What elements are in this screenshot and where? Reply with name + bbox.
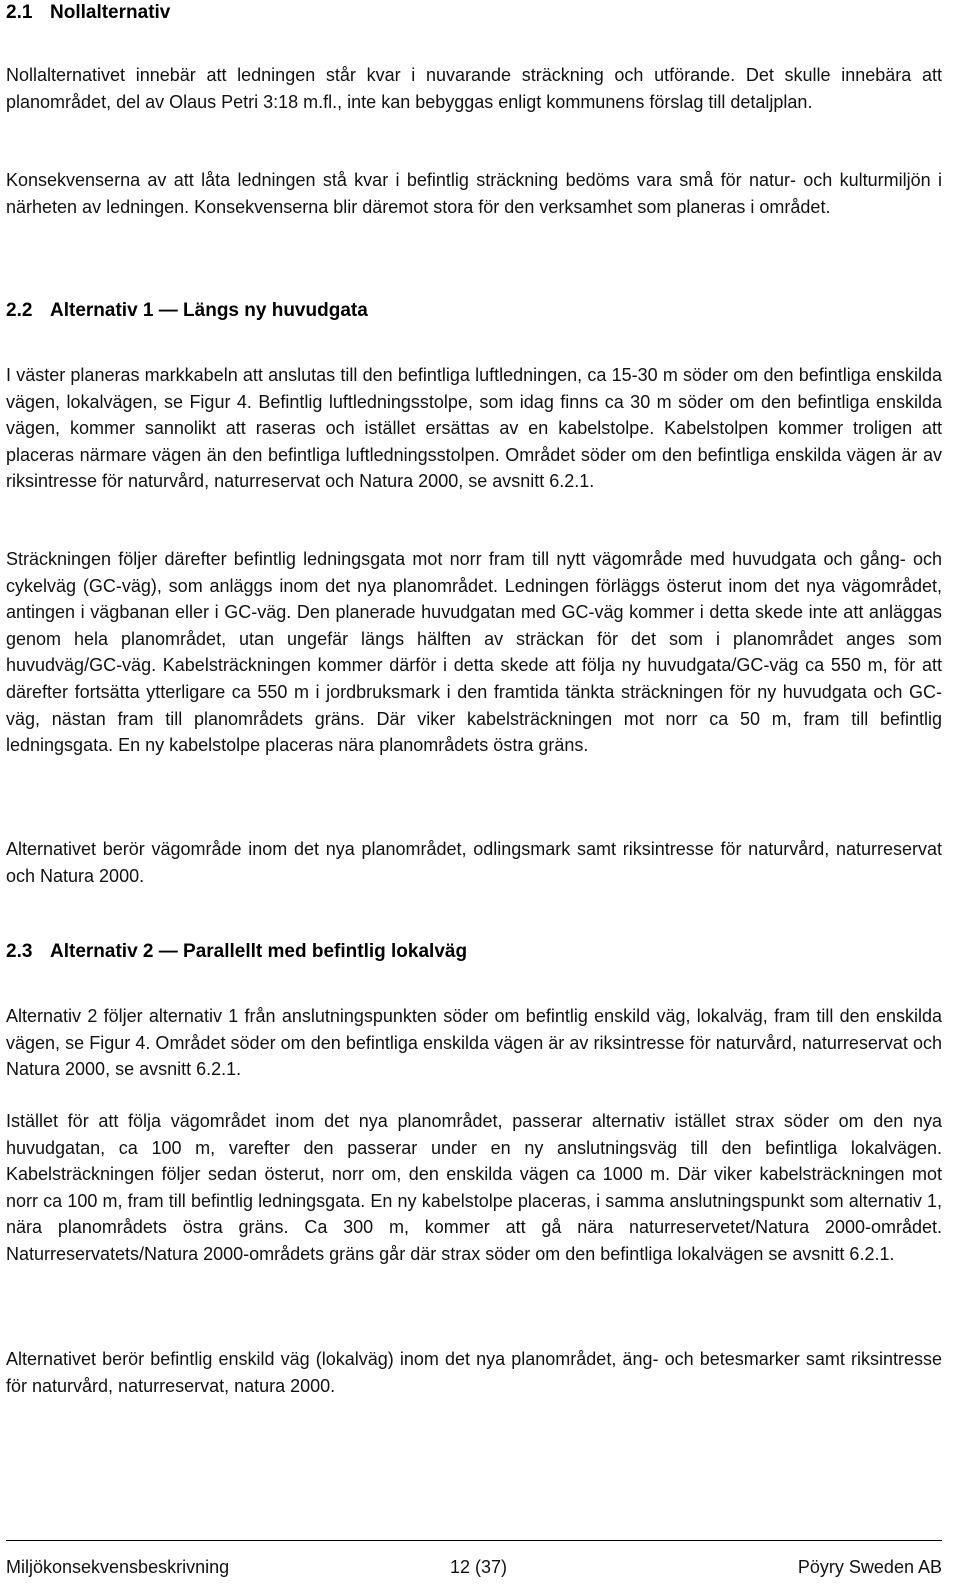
paragraph: Alternativ 2 följer alternativ 1 från anslutningspunkten söder om befintlig enskild väg, lokalväg, fram till den enskilda vägen, se Figur 4. Området söder om den befintliga enskilda vägen är av riksintresse för naturvård, naturreservat och Natura 2000, se avsnitt 6.2.1. (6, 1006, 942, 1080)
paragraph: Alternativet berör befintlig enskild väg (lokalväg) inom det nya planområdet, äng- och betesmarker samt riksintresse för naturvård, naturreservat, natura 2000. (6, 1349, 942, 1396)
section-title: Alternativ 1 — Längs ny huvudgata (50, 300, 368, 321)
paragraph: Nollalternativet innebär att ledningen står kvar i nuvarande sträckning och utförande. Det skulle innebära att planområdet, del av Olaus Petri 3:18 m.fl., inte kan bebyggas enligt kommunens förslag till detaljplan. (6, 65, 942, 112)
paragraph: Sträckningen följer därefter befintlig ledningsgata mot norr fram till nytt vägområde med huvudgata och gång- och cykelväg (GC-väg), som anläggs inom det nya planområdet. Ledningen förläggs österut inom det nya vägområdet, antingen i vägbanan eller i GC-väg. Den planerade huvudgatan med GC-väg kommer i detta skede inte att anläggas genom hela planområdet, utan ungefär längs hälften av sträckan för det som i planområdet anges som huvudväg/GC-väg. Kabelsträckningen kommer därför i detta skede att följa ny huvudgata/GC-väg ca 550 m, för att därefter fortsätta ytterligare ca 550 m i jordbruksmark i den framtida tänkta sträckningen för ny huvudgata och GC-väg, nästan fram till planområdets gräns. Där viker kabelsträckningen mot norr ca 50 m, fram till befintlig ledningsgata. En ny kabelstolpe placeras nära planområdets östra gräns. (6, 549, 942, 756)
section-title: Alternativ 2 — Parallellt med befintlig lokalväg (50, 941, 468, 962)
footer-page-number: 12 (37) (450, 1557, 508, 1577)
footer-divider (6, 1540, 942, 1541)
page-footer (6, 1540, 942, 1593)
footer-company: Pöyry Sweden AB (797, 1557, 942, 1577)
paragraph: I väster planeras markkabeln att anslutas till den befintliga luftledningen, ca 15-30 m söder om den befintliga enskilda vägen, lokalvägen, se Figur 4. Befintlig luftledningsstolpe, som idag finns ca 30 m söder om den befintliga enskilda vägen, kommer sannolikt att raseras och istället ersättas av en kabelstolpe. Kabelstolpen kommer troligen att placeras närmare vägen än den befintliga luftledningsstolpen. Området söder om den befintliga enskilda vägen är av riksintresse för naturvård, naturreservat och Natura 2000, se avsnitt 6.2.1. (6, 365, 942, 492)
section-number: 2.3 (6, 941, 33, 962)
paragraph: Alternativet berör vägområde inom det nya planområdet, odlingsmark samt riksintresse för naturvård, naturreservat och Natura 2000. (6, 839, 942, 886)
section-number: 2.1 (6, 2, 33, 23)
footer-document-title: Miljökonsekvensbeskrivning (6, 1557, 230, 1577)
section-heading-2-1 (6, 0, 942, 26)
section-heading-2-3 (6, 939, 942, 965)
section-title: Nollalternativ (50, 2, 171, 23)
paragraph: Istället för att följa vägområdet inom det nya planområdet, passerar alternativ istället strax söder om den nya huvudgatan, ca 100 m, varefter den passerar under en ny anslutningsväg till den befintliga lokalvägen. Kabelsträckningen följer sedan österut, norr om, den enskilda vägen ca 1000 m. Där viker kabelsträckningen mot norr ca 100 m, fram till befintlig ledningsgata. En ny kabelstolpe placeras, i samma anslutningspunkt som alternativ 1, nära planområdets östra gräns. Ca 300 m, kommer att gå nära naturreservetet/Natura 2000-området. Naturreservatets/Natura 2000-områdets gräns går där strax söder om den befintliga lokalvägen se avsnitt 6.2.1. (6, 1111, 942, 1264)
section-heading-2-2 (6, 298, 942, 324)
section-number: 2.2 (6, 300, 33, 321)
paragraph: Konsekvenserna av att låta ledningen stå kvar i befintlig sträckning bedöms vara små för natur- och kulturmiljön i närheten av ledningen. Konsekvenserna blir däremot stora för den verksamhet som planeras i området. (6, 170, 942, 217)
